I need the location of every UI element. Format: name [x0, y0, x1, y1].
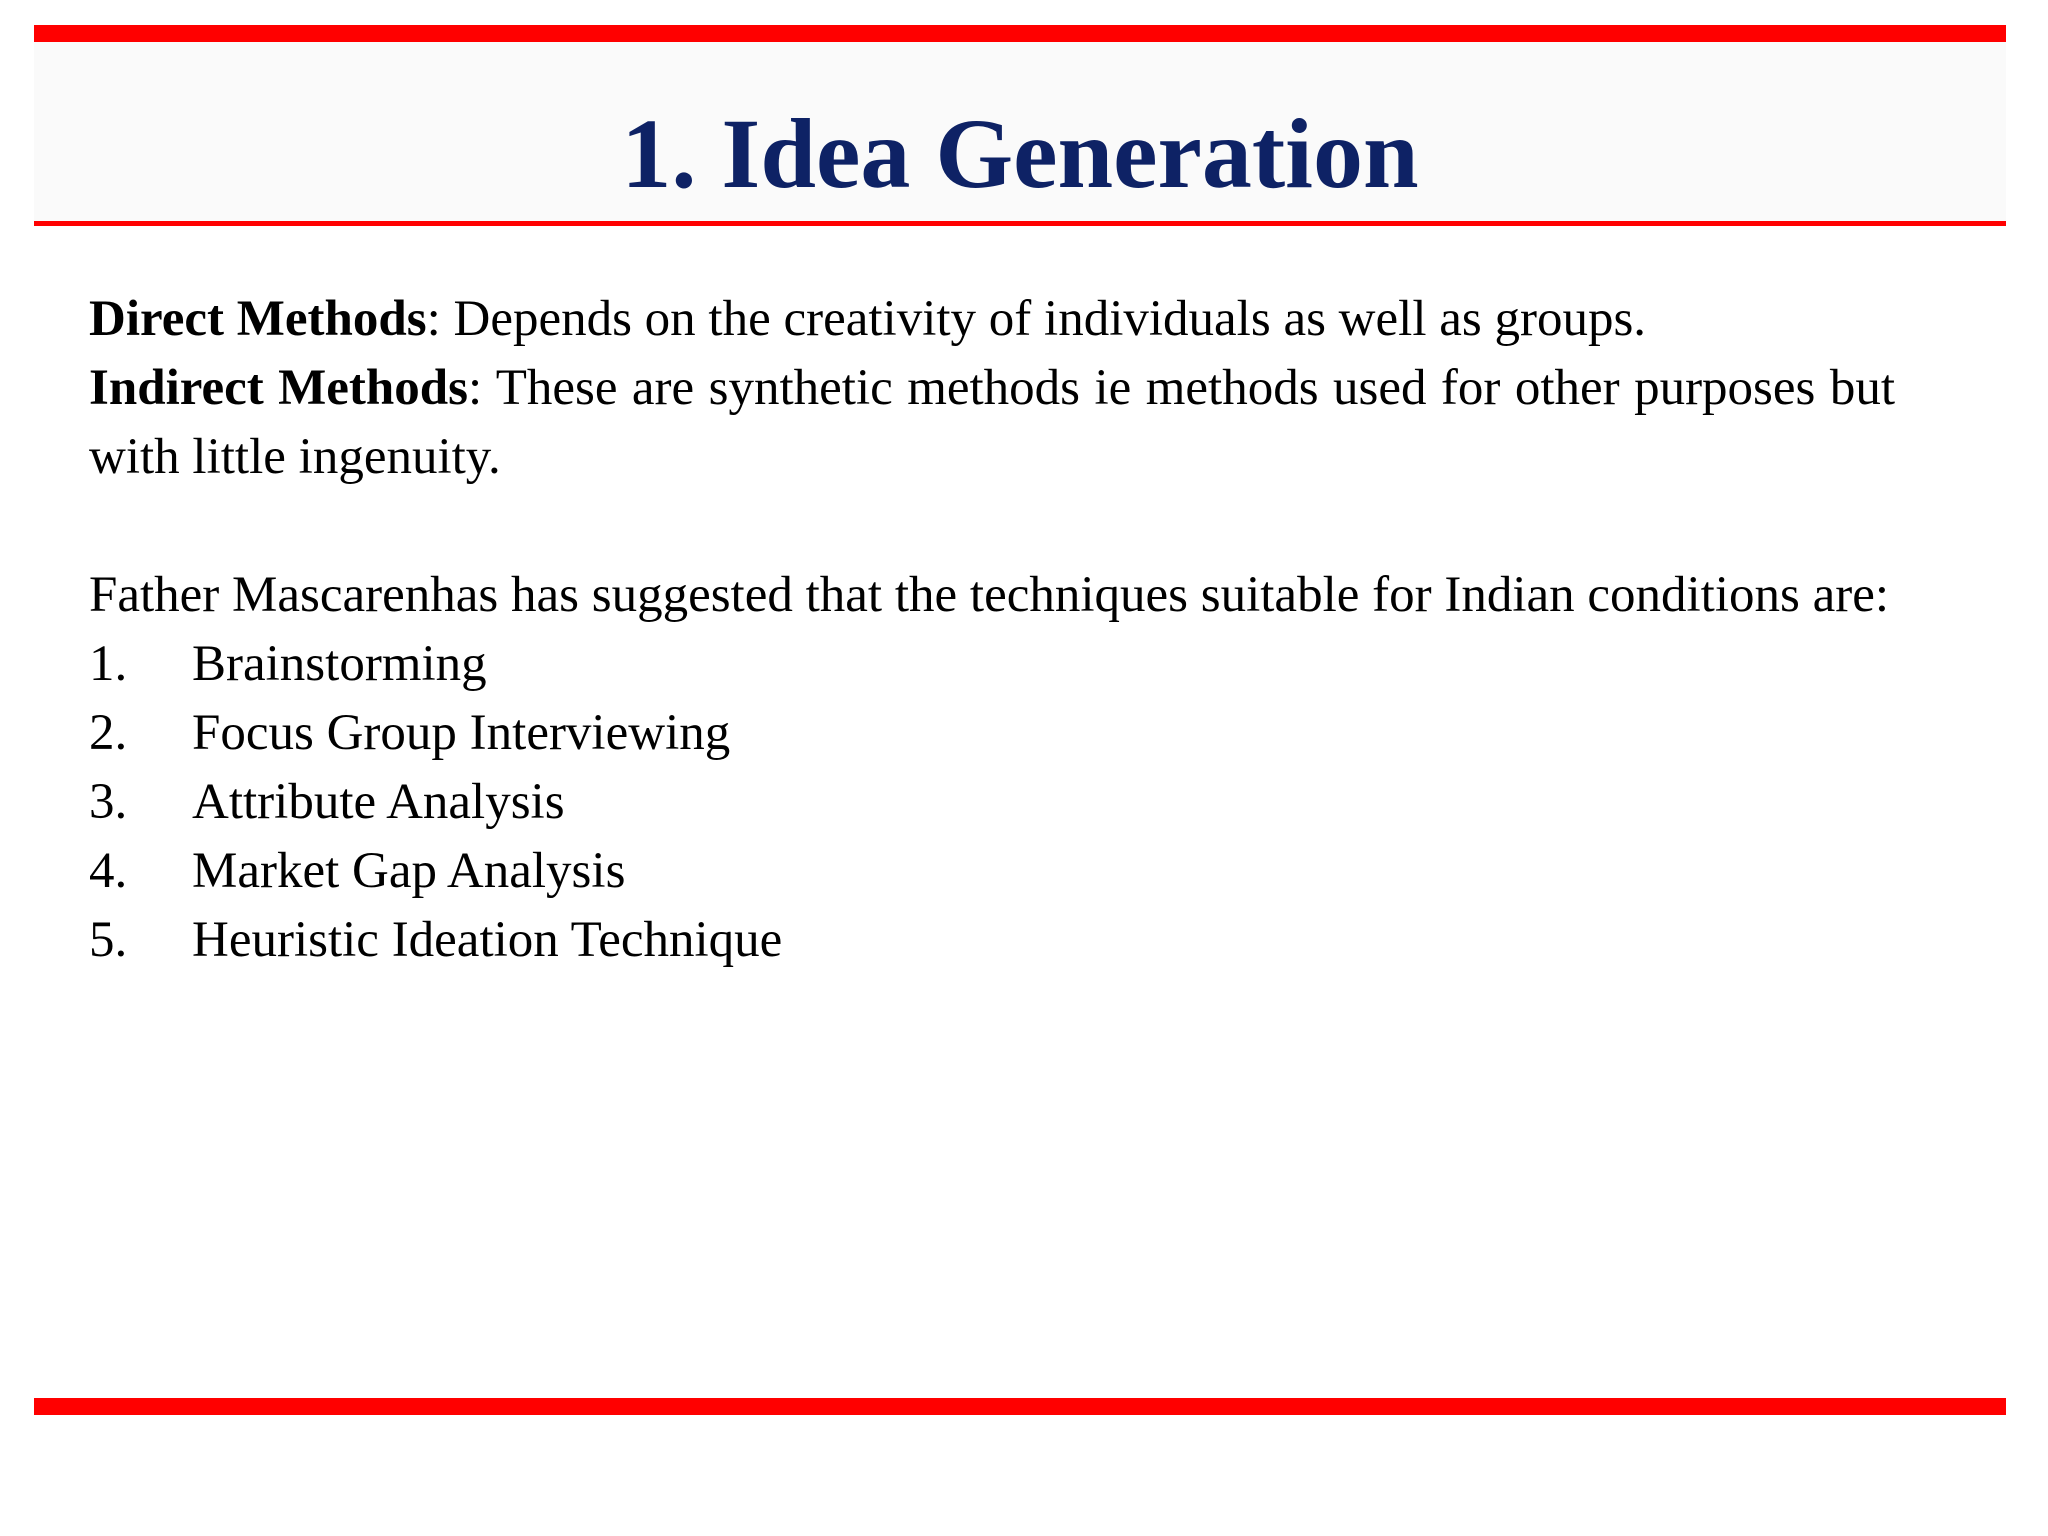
slide-title: 1. Idea Generation	[621, 98, 1419, 209]
paragraph-gap	[89, 492, 1895, 561]
list-item-label: Heuristic Ideation Technique	[192, 912, 783, 968]
list-item-label: Attribute Analysis	[192, 774, 565, 830]
list-item	[89, 837, 1895, 906]
direct-methods-label: Direct Methods	[89, 291, 427, 347]
techniques-list	[89, 630, 1895, 975]
indirect-methods-text: : These are synthetic methods ie methods used for other purposes but with little ingenuity.	[89, 360, 1896, 485]
direct-methods-paragraph	[89, 285, 1895, 354]
list-item	[89, 699, 1895, 768]
list-item-label: Market Gap Analysis	[192, 843, 626, 899]
list-item-number: 1.	[89, 636, 128, 692]
list-item	[89, 630, 1895, 699]
list-item-number: 4.	[89, 843, 128, 899]
list-item-label: Focus Group Interviewing	[192, 705, 731, 761]
list-item	[89, 768, 1895, 837]
direct-methods-text: : Depends on the creativity of individuals as well as groups.	[426, 291, 1647, 347]
list-item-number: 3.	[89, 774, 128, 830]
title-underline-rule	[34, 221, 2006, 226]
intro-paragraph: Father Mascarenhas has suggested that the techniques suitable for Indian conditions are:	[89, 567, 1890, 623]
list-item-number: 5.	[89, 912, 128, 968]
list-item-label: Brainstorming	[192, 636, 487, 692]
bottom-red-rule	[34, 1398, 2006, 1415]
slide-body	[89, 285, 1895, 975]
indirect-methods-label: Indirect Methods	[89, 360, 468, 416]
list-item	[89, 906, 1895, 975]
list-item-number: 2.	[89, 705, 128, 761]
indirect-methods-paragraph	[89, 354, 1895, 492]
top-red-rule	[34, 25, 2006, 42]
